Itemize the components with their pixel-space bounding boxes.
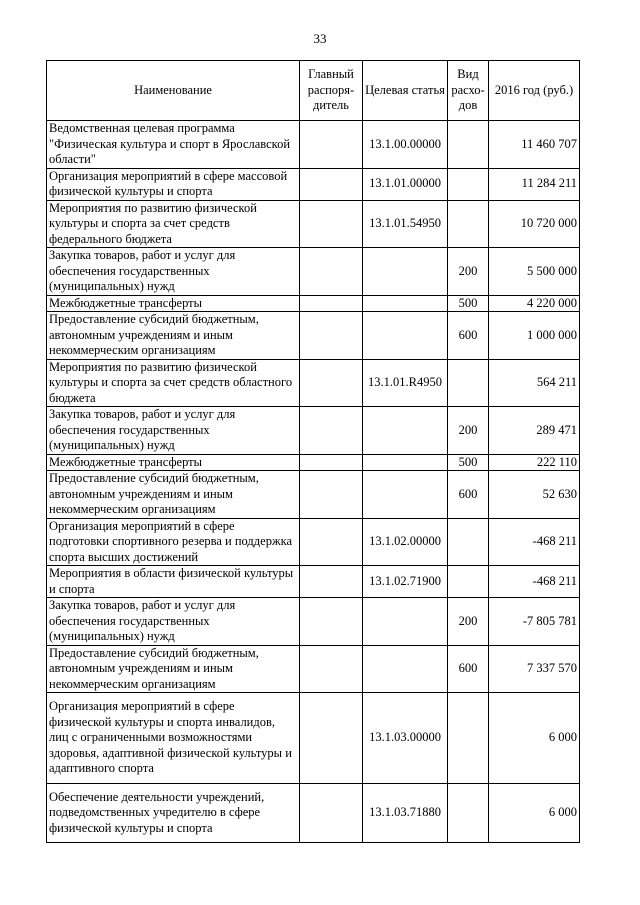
cell-admin [300,248,363,296]
budget-table [46,60,580,843]
cell-article [363,312,448,360]
cell-type: 200 [448,248,489,296]
cell-admin [300,783,363,843]
cell-type [448,566,489,598]
cell-name: Закупка товаров, работ и услуг для обеспечения государственных (муниципальных) нужд [47,248,300,296]
table-row [47,471,580,519]
table-body [47,121,580,843]
cell-type: 600 [448,471,489,519]
cell-article [363,295,448,312]
table-row [47,312,580,360]
cell-name: Мероприятия в области физической культуры и спорта [47,566,300,598]
table-row [47,454,580,471]
table-row [47,359,580,407]
table-row [47,168,580,200]
table-row [47,693,580,784]
cell-type: 500 [448,454,489,471]
cell-type: 600 [448,312,489,360]
cell-amount: -7 805 781 [489,598,580,646]
cell-type: 200 [448,407,489,455]
cell-article [363,598,448,646]
cell-type [448,200,489,248]
header-name: Наименование [47,61,300,121]
cell-amount: 52 630 [489,471,580,519]
header-type: Вид расхо-дов [448,61,489,121]
cell-admin [300,312,363,360]
cell-type: 200 [448,598,489,646]
cell-name: Предоставление субсидий бюджетным, автономным учреждениям и иным некоммерческим организациям [47,471,300,519]
table-row [47,121,580,169]
cell-article [363,454,448,471]
cell-amount: 5 500 000 [489,248,580,296]
cell-admin [300,407,363,455]
cell-name: Организация мероприятий в сфере массовой физической культуры и спорта [47,168,300,200]
table-row [47,645,580,693]
cell-amount: 11 284 211 [489,168,580,200]
cell-amount: 6 000 [489,783,580,843]
cell-type: 600 [448,645,489,693]
cell-article: 13.1.03.00000 [363,693,448,784]
cell-amount: -468 211 [489,518,580,566]
cell-admin [300,518,363,566]
cell-amount: 11 460 707 [489,121,580,169]
cell-admin [300,454,363,471]
cell-name: Закупка товаров, работ и услуг для обеспечения государственных (муниципальных) нужд [47,598,300,646]
cell-name: Закупка товаров, работ и услуг для обеспечения государственных (муниципальных) нужд [47,407,300,455]
table-row [47,566,580,598]
cell-amount: 289 471 [489,407,580,455]
cell-type [448,121,489,169]
cell-name: Организация мероприятий в сфере физической культуры и спорта инвалидов, лиц с ограниченными возможностями здоровья, адаптивной физической культуры и адаптивного спорта [47,693,300,784]
cell-admin [300,295,363,312]
cell-name: Обеспечение деятельности учреждений, подведомственных учредителю в сфере физической культуры и спорта [47,783,300,843]
cell-name: Предоставление субсидий бюджетным, автономным учреждениям и иным некоммерческим организациям [47,645,300,693]
cell-article: 13.1.02.71900 [363,566,448,598]
cell-amount: 4 220 000 [489,295,580,312]
cell-admin [300,200,363,248]
cell-amount: 6 000 [489,693,580,784]
cell-amount: 10 720 000 [489,200,580,248]
header-article: Целевая статья [363,61,448,121]
cell-admin [300,359,363,407]
cell-amount: 222 110 [489,454,580,471]
cell-type [448,168,489,200]
cell-article: 13.1.01.54950 [363,200,448,248]
cell-name: Межбюджетные трансферты [47,454,300,471]
cell-article [363,407,448,455]
cell-amount: -468 211 [489,566,580,598]
cell-admin [300,645,363,693]
cell-amount: 7 337 570 [489,645,580,693]
cell-name: Межбюджетные трансферты [47,295,300,312]
cell-article: 13.1.01.R4950 [363,359,448,407]
cell-article: 13.1.03.71880 [363,783,448,843]
cell-type [448,359,489,407]
table-row [47,200,580,248]
cell-admin [300,566,363,598]
cell-article: 13.1.02.00000 [363,518,448,566]
cell-admin [300,121,363,169]
cell-admin [300,693,363,784]
cell-amount: 1 000 000 [489,312,580,360]
cell-article [363,645,448,693]
cell-article [363,471,448,519]
cell-amount: 564 211 [489,359,580,407]
table-header-row [47,61,580,121]
cell-admin [300,598,363,646]
table-row [47,295,580,312]
cell-type [448,518,489,566]
cell-type [448,693,489,784]
table-row [47,518,580,566]
cell-admin [300,471,363,519]
table-row [47,783,580,843]
table-row [47,598,580,646]
cell-name: Ведомственная целевая программа "Физическая культура и спорт в Ярославской области" [47,121,300,169]
page-number: 33 [313,31,327,46]
table-row [47,248,580,296]
table-row [47,407,580,455]
header-amount: 2016 год (руб.) [489,61,580,121]
cell-article: 13.1.00.00000 [363,121,448,169]
cell-admin [300,168,363,200]
cell-article: 13.1.01.00000 [363,168,448,200]
cell-name: Мероприятия по развитию физической культуры и спорта за счет средств областного бюджета [47,359,300,407]
header-admin: Главный распоря-дитель [300,61,363,121]
cell-name: Организация мероприятий в сфере подготовки спортивного резерва и поддержка спорта высших достижений [47,518,300,566]
cell-article [363,248,448,296]
cell-type: 500 [448,295,489,312]
cell-name: Мероприятия по развитию физической культуры и спорта за счет средств федерального бюджета [47,200,300,248]
cell-type [448,783,489,843]
cell-name: Предоставление субсидий бюджетным, автономным учреждениям и иным некоммерческим организациям [47,312,300,360]
